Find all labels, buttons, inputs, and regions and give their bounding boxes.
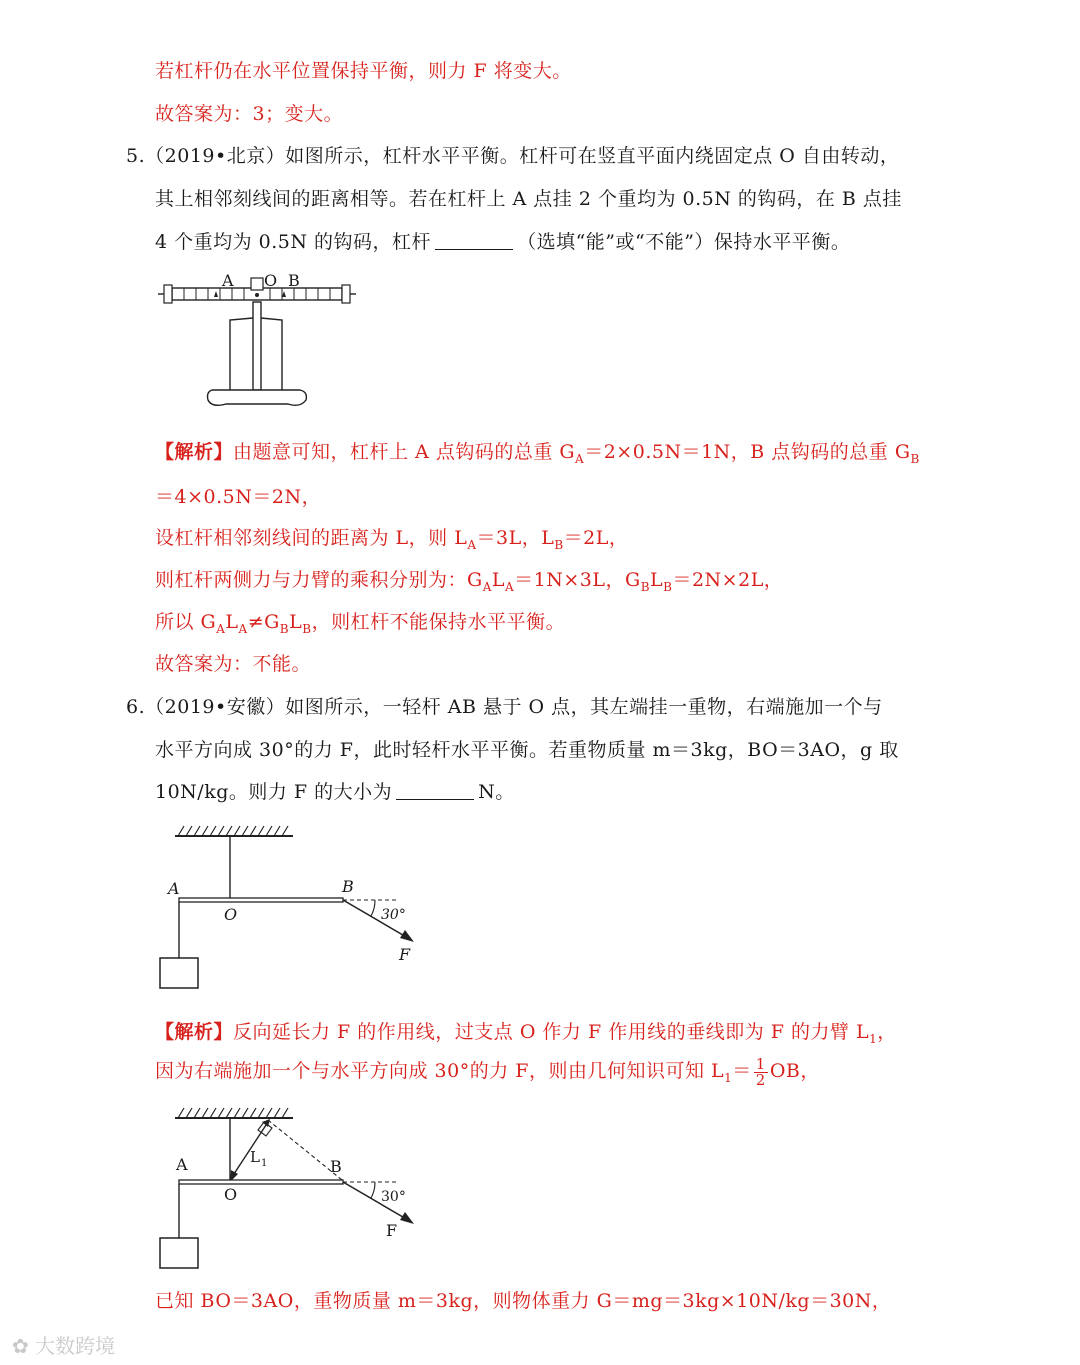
q5-line-3 [155, 227, 850, 254]
q6-fig1-label-o: O [224, 905, 238, 924]
q5-l3-sub-b: B [554, 537, 564, 552]
q5-l3-mid: ＝3L，L [476, 527, 555, 549]
q6-l2-pre: 因为右端施加一个与水平方向成 30°的力 F，则由几何知识可知 L [155, 1060, 725, 1082]
q5-l3-pre: 设杠杆相邻刻线间的距离为 L，则 L [155, 527, 468, 549]
q5-label-b: B [288, 271, 300, 290]
q6-fig2-label-l: L [250, 1148, 260, 1166]
q5-text-3b: （选填“能”或“不能”）保持水平平衡。 [517, 231, 851, 253]
q6-fig2-label-b: B [330, 1157, 342, 1176]
q6-l2-end: OB， [769, 1060, 820, 1082]
q5-l4-t2: ＝1N×3L，G [514, 569, 641, 591]
q6-l2-sub: 1 [724, 1070, 733, 1085]
q5-analysis-text-1: 由题意可知，杠杆上 A 点钩码的总重 G [233, 441, 576, 463]
q5-text-3a: 4 个重均为 0.5N 的钩码，杠杆 [155, 231, 432, 253]
q6-l2-eq: ＝ [732, 1060, 752, 1082]
q5-line-2: 其上相邻刻线间的距离相等。若在杠杆上 A 点挂 2 个重均为 0.5N 的钩码，在 B 点挂 [155, 188, 902, 210]
q6-frac-num: 1 [755, 1054, 766, 1073]
q5-l5-end: ，则杠杆不能保持水平平衡。 [311, 611, 566, 633]
q5-number: 5. [126, 145, 146, 167]
q6-l1-pre: 反向延长力 F 的作用线，过支点 O 作力 F 作用线的垂线即为 F 的力臂 L [233, 1021, 870, 1043]
q5-analysis-tag: 【解析】 [155, 441, 234, 463]
q6-text-3a: 10N/kg。则力 F 的大小为 [155, 781, 393, 803]
q5-label-a: A [222, 271, 234, 290]
q5-text-1: （2019•北京）如图所示，杠杆水平平衡。杠杆可在竖直平面内绕固定点 O 自由转动， [145, 145, 900, 167]
q6-l1-end: ， [877, 1021, 897, 1043]
q5-analysis-line-3 [155, 523, 628, 552]
q5-l5-s1: A [216, 621, 226, 636]
q6-fig1-label-a: A [168, 879, 180, 898]
q5-l4-s3: B [640, 579, 651, 594]
q5-l5-s4: B [302, 621, 312, 636]
q5-label-o: O [264, 271, 278, 290]
q5-analysis-line-2: ＝4×0.5N＝2N， [155, 486, 322, 508]
q5-analysis-line-5 [155, 607, 565, 636]
q6-analysis-line-1 [155, 1017, 897, 1046]
watermark [12, 1330, 115, 1359]
q5-analysis-line-1 [155, 437, 920, 466]
q5-analysis-line-4 [155, 565, 783, 594]
q5-analysis-text-1b: ＝2×0.5N＝1N，B 点钩码的总重 G [584, 441, 911, 463]
q5-l4-s1: A [482, 579, 492, 594]
q5-answer-blank[interactable] [435, 231, 513, 250]
q6-analysis-line-3: 已知 BO＝3AO，重物质量 m＝3kg，则物体重力 G＝mg＝3kg×10N/kg＝30N， [155, 1290, 892, 1312]
q6-line-1 [126, 692, 883, 719]
q5-l5-t2: ≠G [247, 611, 280, 633]
top-answer-line-1: 若杠杆仍在水平位置保持平衡，则力 F 将变大。 [155, 60, 572, 82]
q6-fig2-label-a: A [176, 1155, 188, 1174]
q6-analysis-line-2 [155, 1056, 820, 1088]
q6-figure-2 [150, 1100, 440, 1270]
q5-l3-sub-a: A [467, 537, 477, 552]
q6-line-3 [155, 777, 515, 804]
q6-analysis-tag: 【解析】 [155, 1021, 234, 1043]
q5-l4-pre: 则杠杆两侧力与力臂的乘积分别为：G [155, 569, 483, 591]
q5-sub-b: B [910, 451, 920, 466]
q6-fig2-label-f: F [386, 1221, 398, 1240]
q5-line-1 [126, 141, 899, 168]
q6-frac-den: 2 [755, 1070, 766, 1089]
q6-fig2-label-o: O [224, 1185, 238, 1204]
q5-l5-pre: 所以 G [155, 611, 217, 633]
q6-l1-sub: 1 [869, 1031, 878, 1046]
q5-l4-t3: L [650, 569, 664, 591]
top-answer-line-2: 故答案为：3；变大。 [155, 103, 344, 125]
q5-l5-s3: B [279, 621, 290, 636]
q5-l5-s2: A [238, 621, 248, 636]
q6-number: 6. [126, 696, 146, 718]
q5-l5-t3: L [289, 611, 303, 633]
q6-fig2-angle: 30° [381, 1189, 406, 1205]
q5-lever-figure [150, 268, 370, 413]
q6-line-2: 水平方向成 30°的力 F，此时轻杆水平平衡。若重物质量 m＝3kg，BO＝3AO，g 取 [155, 739, 899, 761]
q5-l4-t1: L [491, 569, 505, 591]
q5-l4-s2: A [504, 579, 515, 594]
q6-fig1-angle: 30° [381, 907, 406, 923]
q6-fig1-label-b: B [342, 877, 354, 896]
q5-sub-a: A [575, 451, 585, 466]
q5-answer-line: 故答案为：不能。 [155, 653, 312, 675]
q6-fraction-half [754, 1054, 768, 1089]
watermark-logo-icon: ✿ [12, 1334, 29, 1358]
q5-l3-end: ＝2L， [563, 527, 629, 549]
q6-answer-blank[interactable] [396, 781, 474, 800]
q6-text-1: （2019•安徽）如图所示，一轻杆 AB 悬于 O 点，其左端挂一重物，右端施加一个与 [145, 696, 883, 718]
q5-l5-t1: L [225, 611, 239, 633]
q6-fig2-label-l-sub: 1 [261, 1158, 268, 1169]
q6-figure-1 [150, 822, 440, 990]
q5-l4-s4: B [663, 579, 673, 594]
watermark-text: 大数跨境 [35, 1334, 116, 1358]
q6-text-3b: N。 [478, 781, 515, 803]
q5-l4-end: ＝2N×2L， [672, 569, 784, 591]
q6-fig1-label-f: F [399, 945, 411, 964]
